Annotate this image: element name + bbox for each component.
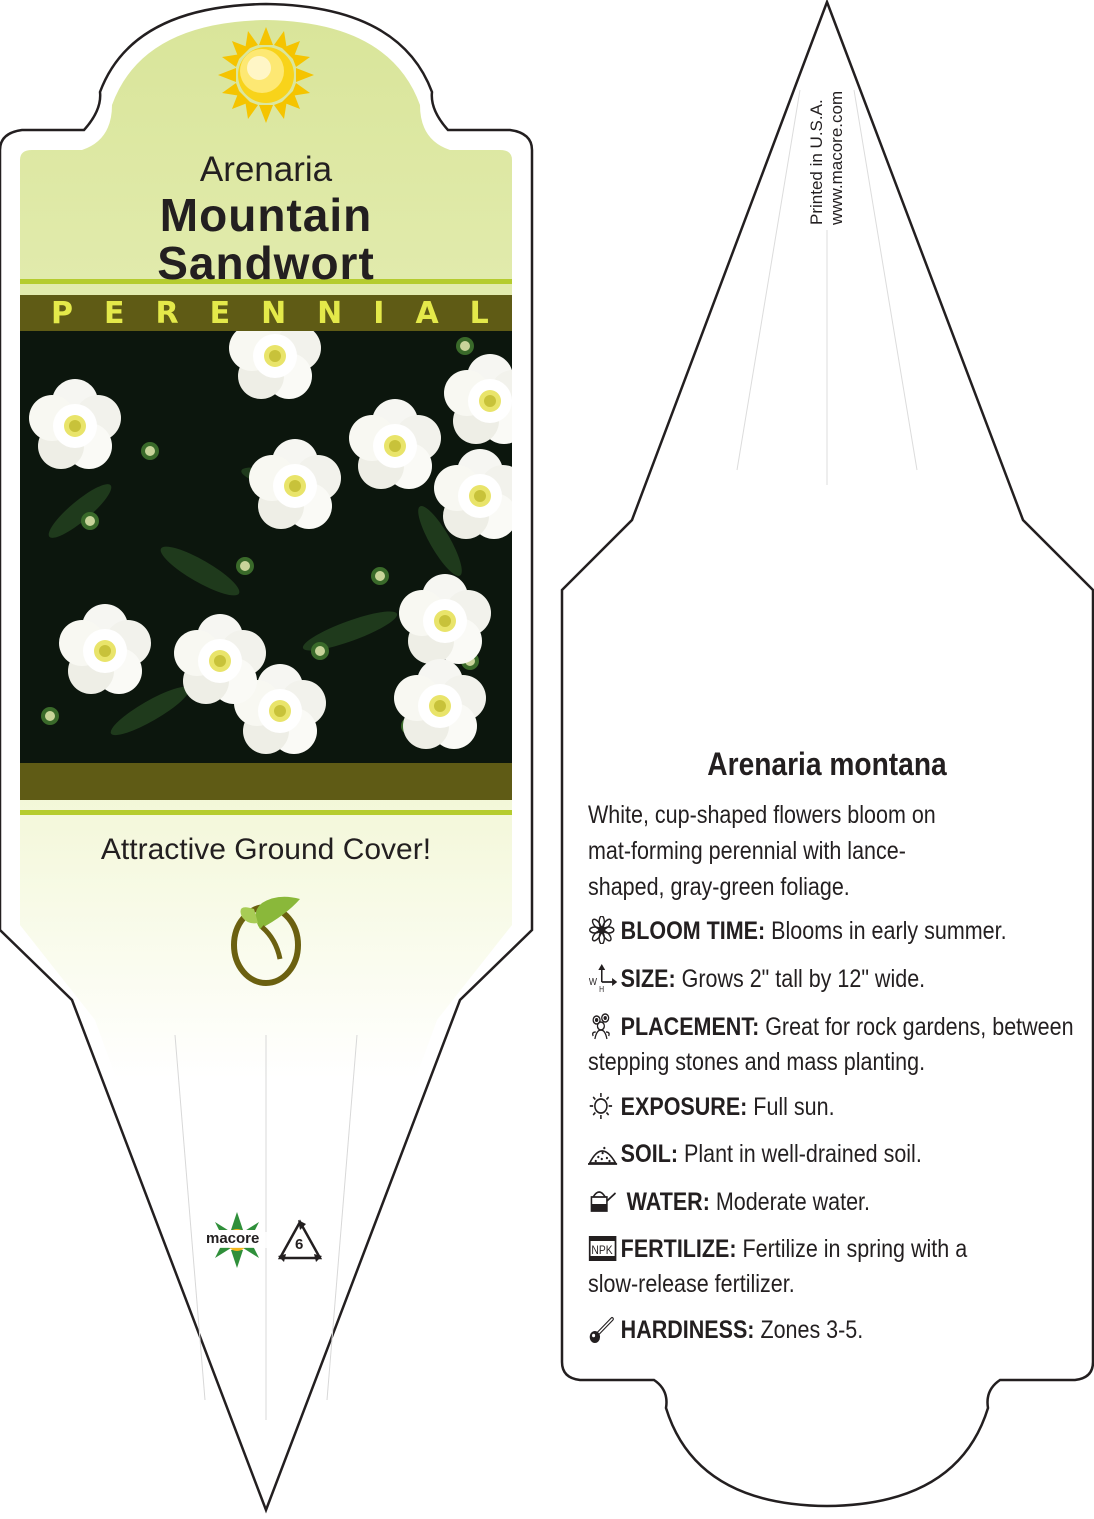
watering-can-icon [588,1187,617,1215]
recycle-code: 6 [295,1236,304,1253]
common-name-line-1: Mountain [159,189,373,241]
attribute-bloom-time [588,914,1068,948]
description-text: White, cup-shaped flowers bloom on mat-forming perennial with lance-shaped, gray-green foliage. [588,801,936,901]
printed-line-2: www.macore.com [827,90,846,225]
attribute-fertilize-cont [588,1267,1068,1301]
thermometer-icon [588,1315,617,1343]
flower-photo-illustration [20,331,512,763]
scientific-name: Arenaria montana [707,746,947,782]
placement-label: PLACEMENT: [620,1013,760,1041]
green-rule-mid [20,810,512,815]
attribute-water [588,1185,1068,1219]
sun-icon [218,27,314,123]
plant-description [588,797,1058,905]
size-arrows-icon [588,964,617,992]
placement-value-line-2: stepping stones and mass planting. [588,1048,926,1076]
tagline: Attractive Ground Cover! [100,833,432,866]
category-label: PERENNIAL [51,296,520,331]
fertilize-value: Fertilize in spring with a [742,1235,968,1263]
brand-name: macore [206,1230,260,1247]
npk-bag-icon [588,1234,617,1262]
sun-exposure-icon [588,1092,617,1120]
hardiness-value: Zones 3-5. [760,1316,864,1344]
placement-value: Great for rock gardens, between [765,1013,1074,1041]
fertilize-label: FERTILIZE: [620,1235,737,1263]
category-band [20,295,520,331]
bloom-time-label: BLOOM TIME: [620,917,766,945]
attribute-placement [588,1010,1074,1044]
photo-bottom-band [20,763,512,800]
size-value: Grows 2" tall by 12" wide. [681,965,926,993]
common-name-line-2: Sandwort [157,237,375,289]
attribute-fertilize [588,1232,1068,1266]
flower-icon [588,916,617,944]
water-label: WATER: [626,1188,710,1216]
svg-text:NPK: NPK [591,1244,613,1258]
printed-in-usa [807,91,847,225]
attribute-hardiness [588,1313,1068,1347]
soil-value: Plant in well-drained soil. [683,1140,922,1168]
printed-line-1: Printed in U.S.A. [807,99,826,225]
svg-text:H: H [599,984,605,992]
attribute-size [588,962,1068,996]
soil-mound-icon [588,1139,617,1167]
exposure-label: EXPOSURE: [620,1093,748,1121]
bloom-time-value: Blooms in early summer. [771,917,1007,945]
flowers-placement-icon [588,1012,617,1040]
plant-photo [20,331,512,763]
size-label: SIZE: [620,965,676,993]
hardiness-label: HARDINESS: [620,1316,755,1344]
attribute-placement-cont [588,1045,1068,1079]
exposure-value: Full sun. [753,1093,835,1121]
plant-genus: Arenaria [199,150,333,189]
fertilize-value-line-2: slow-release fertilizer. [588,1270,795,1298]
attribute-soil [588,1137,1068,1171]
attribute-exposure [588,1090,1068,1124]
svg-text:W: W [588,976,597,988]
water-value: Moderate water. [715,1188,871,1216]
soil-label: SOIL: [620,1140,679,1168]
